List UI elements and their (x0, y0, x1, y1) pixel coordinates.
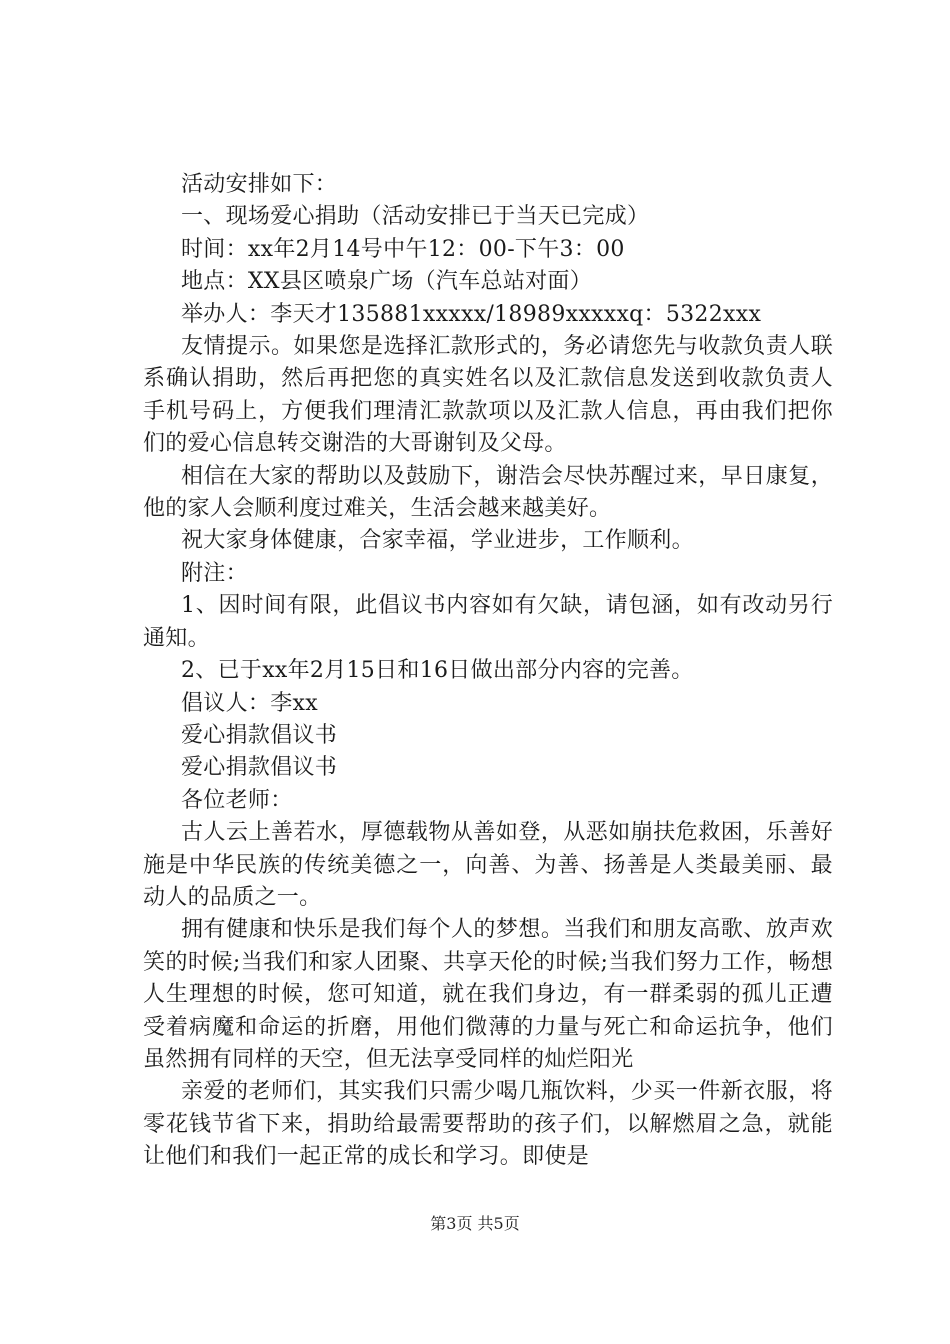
paragraph: 拥有健康和快乐是我们每个人的梦想。当我们和朋友高歌、放声欢笑的时候;当我们和家人团聚、共享天伦的时候;当我们努力工作，畅想人生理想的时候，您可知道，就在我们身边，有一群柔弱的孤儿正遭受着病魔和命运的折磨，用他们微薄的力量与死亡和命运抗争，他们虽然拥有同样的天空，但无法享受同样的灿烂阳光 (143, 917, 833, 1072)
paragraph: 爱心捐款倡议书 (181, 755, 338, 781)
paragraph: 倡议人：李xx (181, 690, 318, 716)
paragraph: 举办人：李天才135881xxxxx/18989xxxxxq：5322xxx (181, 301, 762, 327)
paragraph: 时间：xx年2月14号中午12：00-下午3：00 (181, 236, 625, 262)
paragraph: 地点：XX县区喷泉广场（汽车总站对面） (181, 269, 593, 295)
paragraph: 各位老师： (181, 787, 293, 813)
paragraph: 古人云上善若水，厚德载物从善如登，从恶如崩扶危救困，乐善好施是中华民族的传统美德之一，向善、为善、扬善是人类最美丽、最动人的品质之一。 (143, 820, 833, 910)
paragraph: 亲爱的老师们，其实我们只需少喝几瓶饮料，少买一件新衣服，将零花钱节省下来，捐助给最需要帮助的孩子们，以解燃眉之急，就能让他们和我们一起正常的成长和学习。即使是 (143, 1079, 833, 1170)
paragraph: 活动安排如下： (181, 172, 338, 197)
paragraph: 祝大家身体健康，合家幸福，学业进步，工作顺利。 (181, 528, 694, 554)
paragraph: 附注： (181, 560, 248, 586)
document-body (143, 169, 833, 1174)
paragraph: 1、因时间有限，此倡议书内容如有欠缺，请包涵，如有改动另行通知。 (143, 593, 833, 651)
paragraph: 相信在大家的帮助以及鼓励下，谢浩会尽快苏醒过来，早日康复，他的家人会顺利度过难关，生活会越来越美好。 (143, 463, 833, 522)
paragraph: 爱心捐款倡议书 (181, 722, 338, 748)
paragraph: 一、现场爱心捐助（活动安排已于当天已完成） (181, 204, 650, 230)
paragraph: 友情提示。如果您是选择汇款形式的，务必请您先与收款负责人联系确认捐助，然后再把您的真实姓名以及汇款信息发送到收款负责人手机号码上，方便我们理清汇款款项以及汇款人信息，再由我们把你们的爱心信息转交谢浩的大哥谢钊及父母。 (143, 334, 833, 457)
paragraph: 2、已于xx年2月15日和16日做出部分内容的完善。 (181, 658, 694, 684)
page-footer: 第3页 共5页 (430, 1214, 520, 1233)
